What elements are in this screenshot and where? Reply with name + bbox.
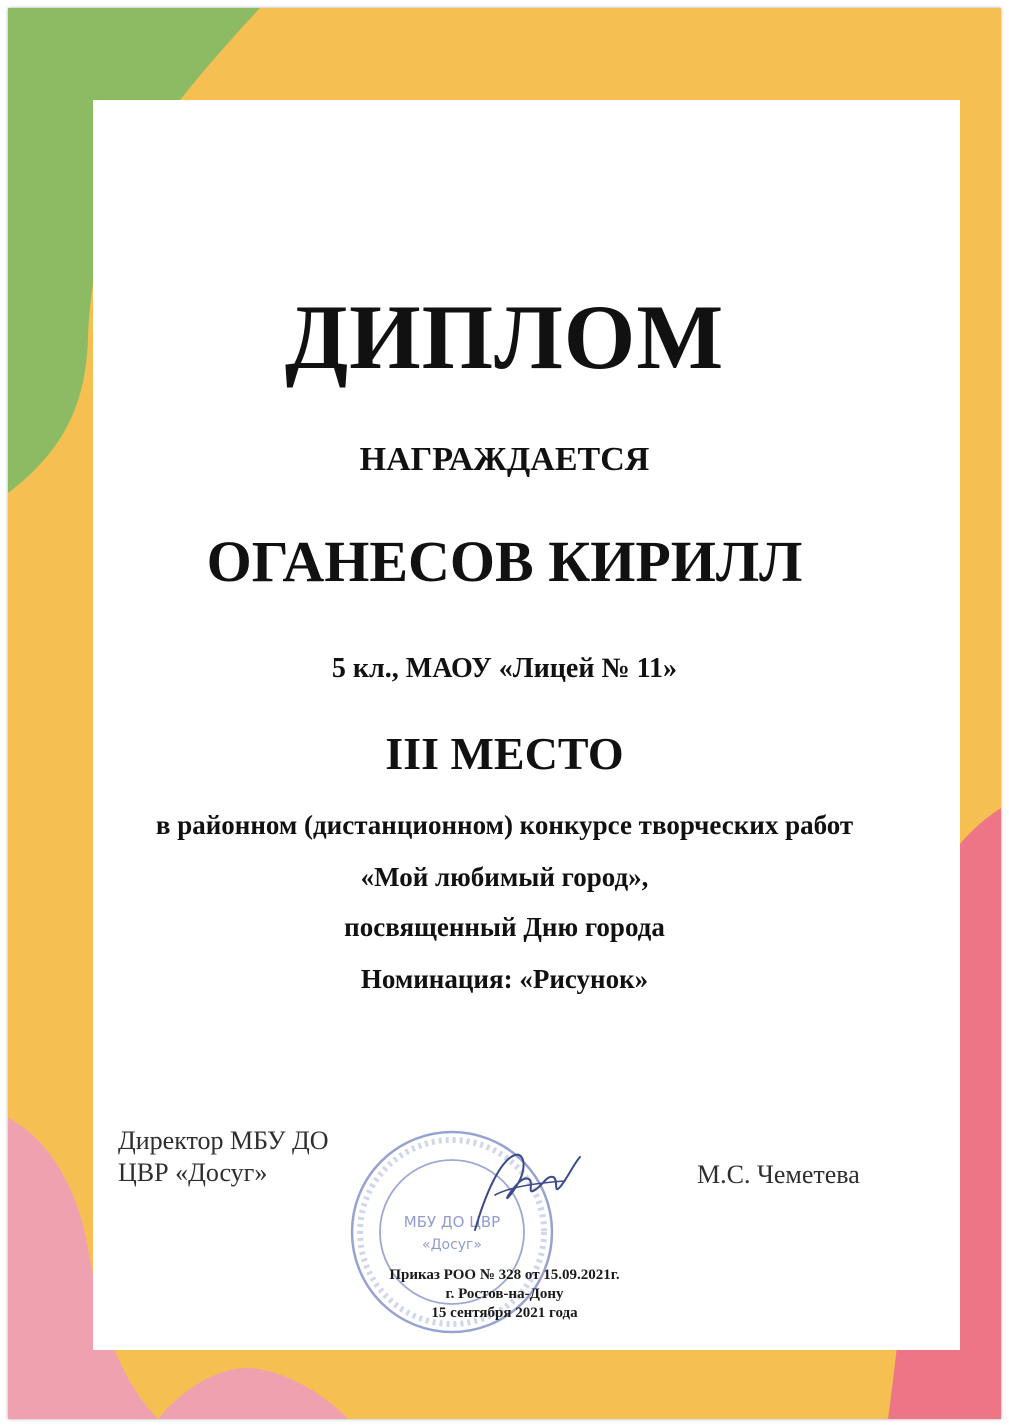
- awarded-label: НАГРАЖДАЕТСЯ: [359, 441, 650, 478]
- handwritten-signature: [455, 1135, 595, 1245]
- place-title: III МЕСТО: [385, 728, 624, 779]
- description-line: в районном (дистанционном) конкурсе творческих работ: [155, 810, 854, 840]
- stamp-text-line: «Досуг»: [422, 1237, 482, 1253]
- signer-position-line: ЦВР «Досуг»: [118, 1158, 268, 1187]
- stamp-text-line: МБУ ДО ЦВР: [403, 1213, 501, 1231]
- order-reference: Приказ РОО № 328 от 15.09.2021г.: [389, 1267, 620, 1283]
- order-date: 15 сентября 2021 года: [431, 1305, 578, 1321]
- recipient-school: 5 кл., МАОУ «Лицей № 11»: [331, 653, 678, 684]
- nomination-line: Номинация: «Рисунок»: [360, 964, 649, 994]
- description-line: «Мой любимый город»,: [360, 862, 649, 892]
- signer-position: [118, 1125, 329, 1189]
- signer-name: М.С. Чеметева: [697, 1160, 860, 1189]
- order-city: г. Ростов-на-Дону: [445, 1286, 564, 1302]
- pink-bottom-shape: [158, 1368, 348, 1419]
- description-line: посвященный Дню города: [344, 912, 665, 942]
- diploma-title: ДИПЛОМ: [284, 286, 725, 388]
- recipient-name: ОГАНЕСОВ КИРИЛЛ: [206, 529, 803, 594]
- signer-position-line: Директор МБУ ДО: [118, 1126, 329, 1155]
